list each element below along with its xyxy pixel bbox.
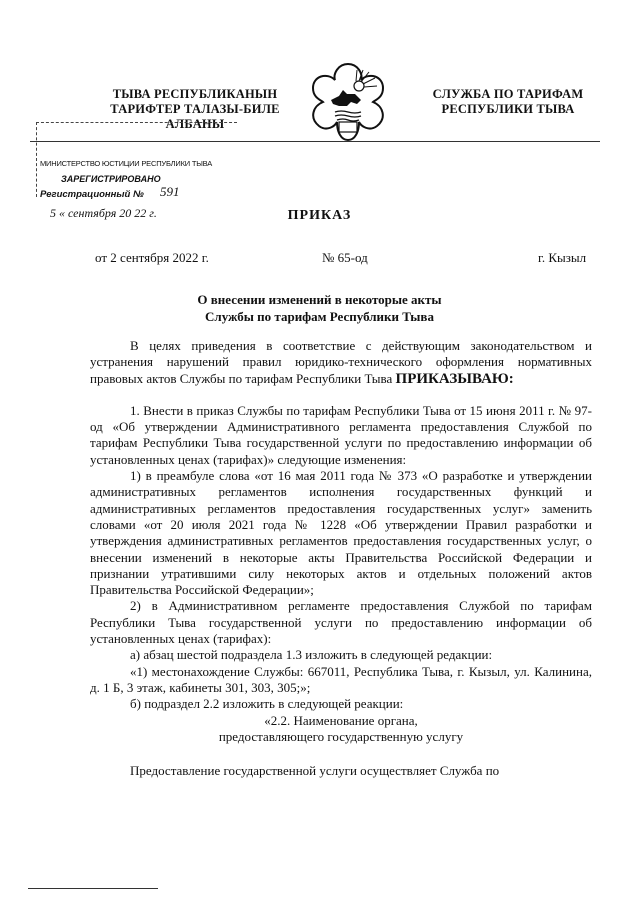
subject-line: О внесении изменений в некоторые акты [197,292,442,307]
spacer [90,387,592,403]
subject-line: Службы по тарифам Республики Тыва [205,309,434,324]
section-heading: предоставляющего государственную услугу [218,728,464,744]
stamp-ministry: МИНИСТЕРСТВО ЮСТИЦИИ РЕСПУБЛИКИ ТЫВА [40,159,213,168]
spacer [90,745,592,763]
body-paragraph: 2) в Административном регламенте предоставления Службой по тарифам Республики Тыва государственной услуги по предоставлению информации об установленных ценах (тарифах): [90,598,592,647]
header-left-line: ТАРИФТЕР ТАЛАЗЫ-БИЛЕ [110,102,280,116]
stamp-registered: ЗАРЕГИСТРИРОВАНО [61,174,161,184]
document-city: г. Кызыл [538,250,587,265]
body-paragraph: а) абзац шестой подраздела 1.3 изложить в следующей редакции: [130,647,493,663]
emblem-icon [303,60,393,144]
section-heading: «2.2. Наименование органа, [264,712,418,728]
preamble-paragraph [90,338,592,387]
stamp-reg-number: 591 [160,184,180,199]
stamp-reg-label: Регистрационный № [40,189,144,200]
body-paragraph: б) подраздел 2.2 изложить в следующей реакции: [130,696,404,712]
footer-divider [28,888,158,889]
body-paragraph: 1) в преамбуле слова «от 16 мая 2011 года № 373 «О разработке и утверждении административных регламентов исполнения государственных функций и административных регламентов предоставления государственных услуг» заменить словами «от 20 июля 2021 года № 1228 «Об утверждении Правил разработки и утверждения административных регламентов предоставления государственных услуг, о внесении изменений в некоторые акты Правительства Российской Федерации и признании утратившими силу некоторых актов и отдельных положений актов Правительства Российской Федерации»; [90,468,592,598]
body-paragraph: 1. Внести в приказ Службы по тарифам Республики Тыва от 15 июня 2011 г. № 97-од «Об утверждении Административного регламента предоставления Службой по тарифам Республики Тыва государственной услуги по предоставлению информации об установленных ценах (тарифах)» следующие изменения: [90,402,592,467]
document-subject [0,291,639,325]
header-right-title [408,87,608,117]
document-number: № 65-од [322,250,368,265]
body-paragraph: «1) местонахождение Службы: 667011, Республика Тыва, г. Кызыл, ул. Калинина, д. 1 Б, 3 этаж, кабинеты 301, 303, 305;»; [90,663,592,695]
body-paragraph: Предоставление государственной услуги осуществляет Служба по [130,763,500,779]
document-date: от 2 сентября 2022 г. [95,250,209,265]
order-word: ПРИКАЗЫВАЮ: [395,370,514,387]
header-left-line: ТЫВА РЕСПУБЛИКАНЫН [112,87,278,101]
document-title: ПРИКАЗ [287,208,352,223]
registration-stamp [36,118,241,218]
document-body [90,338,592,779]
header-right-line: СЛУЖБА ПО ТАРИФАМ [432,87,584,101]
preamble-text: В целях приведения в соответствие с действующим законодательством и устранения нарушений правил юридико-технического оформления нормативных правовых актов Службы по тарифам Республики Тыва [90,338,592,386]
header-right-line: РЕСПУБЛИКИ ТЫВА [441,102,575,116]
stamp-reg-date: 5 « сентября 20 22 г. [50,206,157,220]
header-left-line: АЛБАНЫ [165,117,225,131]
